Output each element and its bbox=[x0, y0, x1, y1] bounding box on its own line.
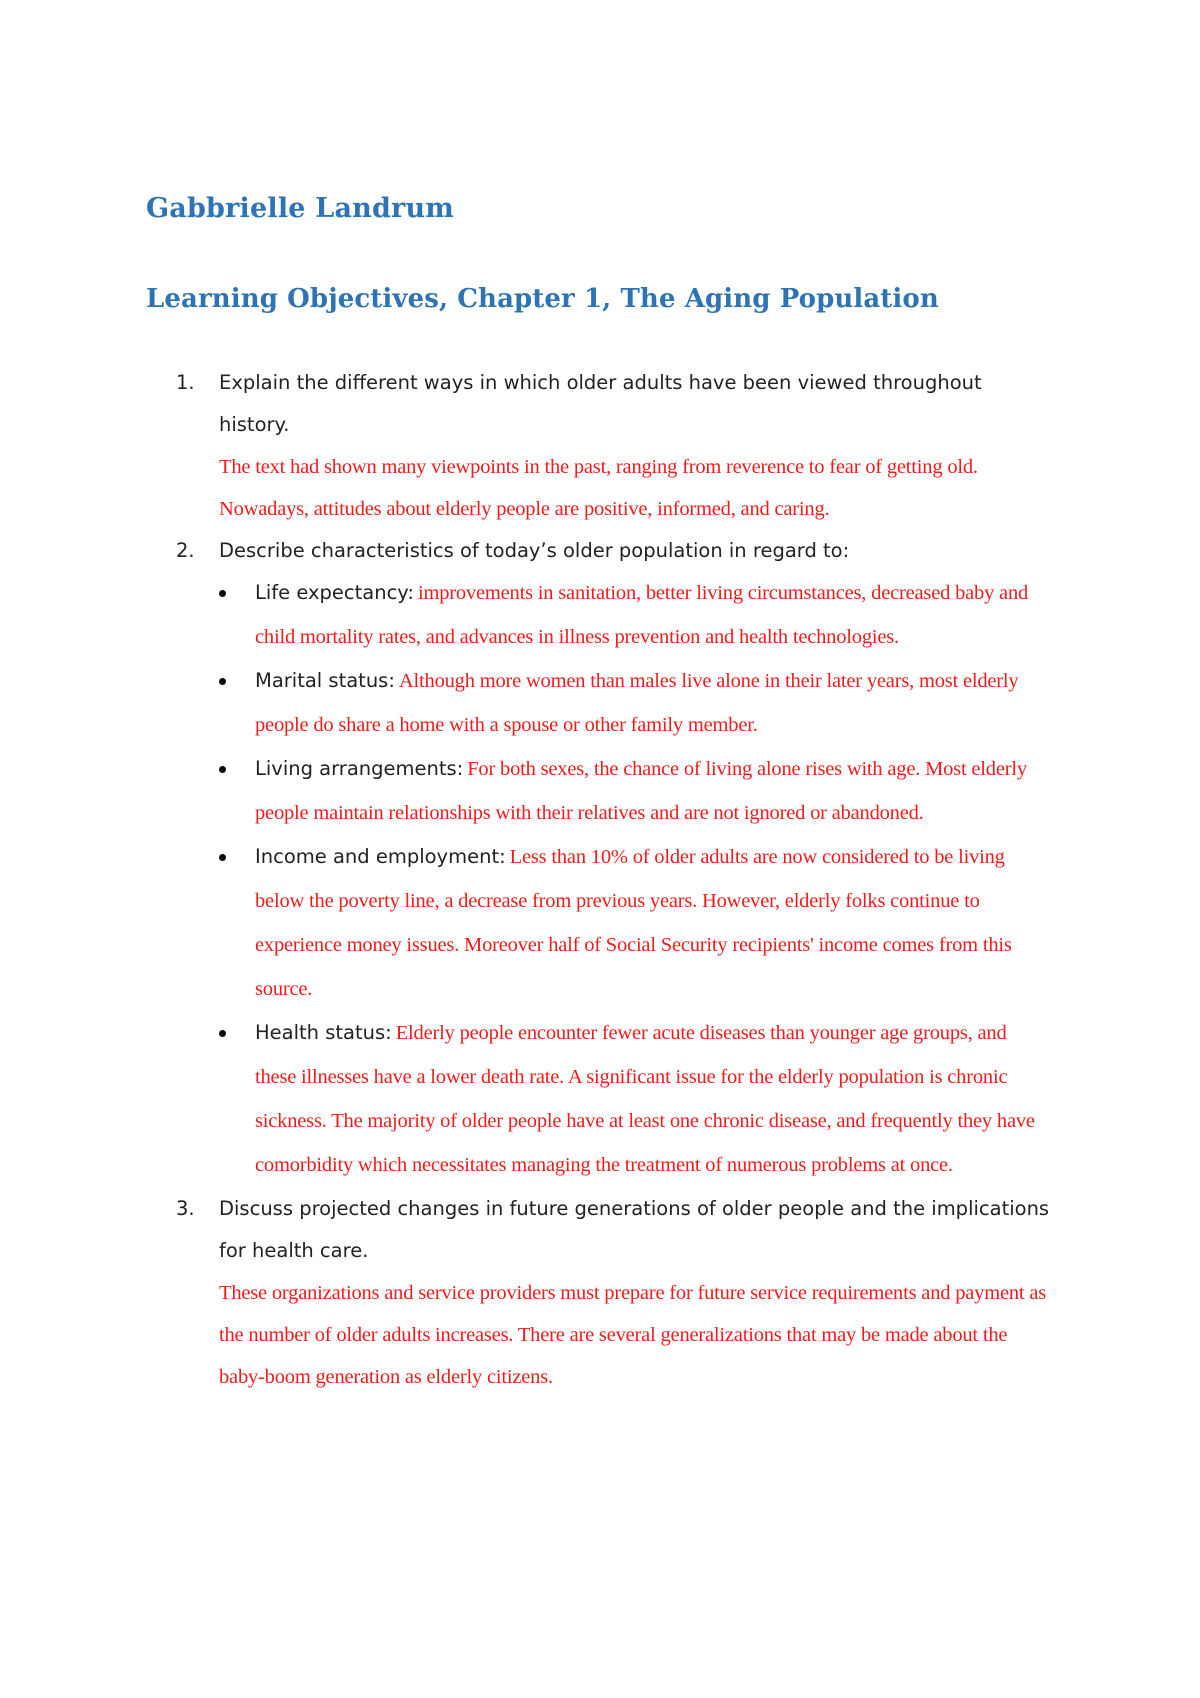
bullet-label: Life expectancy: bbox=[255, 581, 414, 604]
bullet-dot-icon bbox=[219, 1030, 226, 1037]
document-title: Learning Objectives, Chapter 1, The Aging Population bbox=[146, 284, 939, 314]
bullet-answer: Elderly people encounter fewer acute diseases than younger age groups, and these illnesses have a lower death rate. A significant issue for the elderly population is chronic sickness. The majority of older people have at least one chronic disease, and frequently they have comorbidity which necessitates managing the treatment of numerous problems at once. bbox=[255, 1022, 1035, 1176]
objective-question: Describe characteristics of today’s older population in regard to: bbox=[219, 539, 850, 562]
objective-3 bbox=[176, 1188, 1054, 1398]
bullet-answer: For both sexes, the chance of living alone rises with age. Most elderly people maintain relationships with their relatives and are not ignored or abandoned. bbox=[255, 758, 1027, 824]
objective-number: 1. bbox=[176, 371, 195, 394]
bullet-health-status bbox=[219, 1012, 1039, 1188]
bullet-dot-icon bbox=[219, 766, 226, 773]
bullet-life-expectancy bbox=[219, 572, 1039, 660]
author-name: Gabbrielle Landrum bbox=[146, 193, 455, 224]
bullet-label: Income and employment: bbox=[255, 845, 506, 868]
bullet-answer: Less than 10% of older adults are now considered to be living below the poverty line, a decrease from previous years. However, elderly folks continue to experience money issues. Moreover half of Social Security recipients' income comes from this source. bbox=[255, 846, 1012, 1000]
objectives-content bbox=[176, 362, 1076, 1398]
bullet-marital-status bbox=[219, 660, 1039, 748]
bullet-dot-icon bbox=[219, 678, 226, 685]
objective-question: Discuss projected changes in future generations of older people and the implications for health care. bbox=[219, 1197, 1050, 1262]
bullet-label: Health status: bbox=[255, 1021, 392, 1044]
objective-number: 2. bbox=[176, 539, 195, 562]
objective-1 bbox=[176, 362, 1039, 530]
objective-answer: These organizations and service providers must prepare for future service requirements and payment as the number of older adults increases. There are several generalizations that may be made about the baby-boom generation as elderly citizens. bbox=[219, 1282, 1047, 1388]
bullet-answer: improvements in sanitation, better living circumstances, decreased baby and child mortality rates, and advances in illness prevention and health technologies. bbox=[255, 582, 1029, 648]
bullet-dot-icon bbox=[219, 854, 226, 861]
objectives-list bbox=[176, 362, 1076, 1398]
bullet-living-arrangements bbox=[219, 748, 1039, 836]
objective-question: Explain the different ways in which older adults have been viewed throughout history. bbox=[219, 371, 982, 436]
characteristics-list bbox=[219, 572, 1039, 1188]
bullet-dot-icon bbox=[219, 590, 226, 597]
objective-2 bbox=[176, 530, 1039, 1188]
objective-number: 3. bbox=[176, 1197, 195, 1220]
bullet-answer: Although more women than males live alone in their later years, most elderly people do share a home with a spouse or other family member. bbox=[255, 670, 1019, 736]
objective-answer: The text had shown many viewpoints in the past, ranging from reverence to fear of getting old. Nowadays, attitudes about elderly people are positive, informed, and caring. bbox=[219, 456, 978, 520]
bullet-label: Living arrangements: bbox=[255, 757, 464, 780]
bullet-label: Marital status: bbox=[255, 669, 395, 692]
bullet-income-employment bbox=[219, 836, 1039, 1012]
